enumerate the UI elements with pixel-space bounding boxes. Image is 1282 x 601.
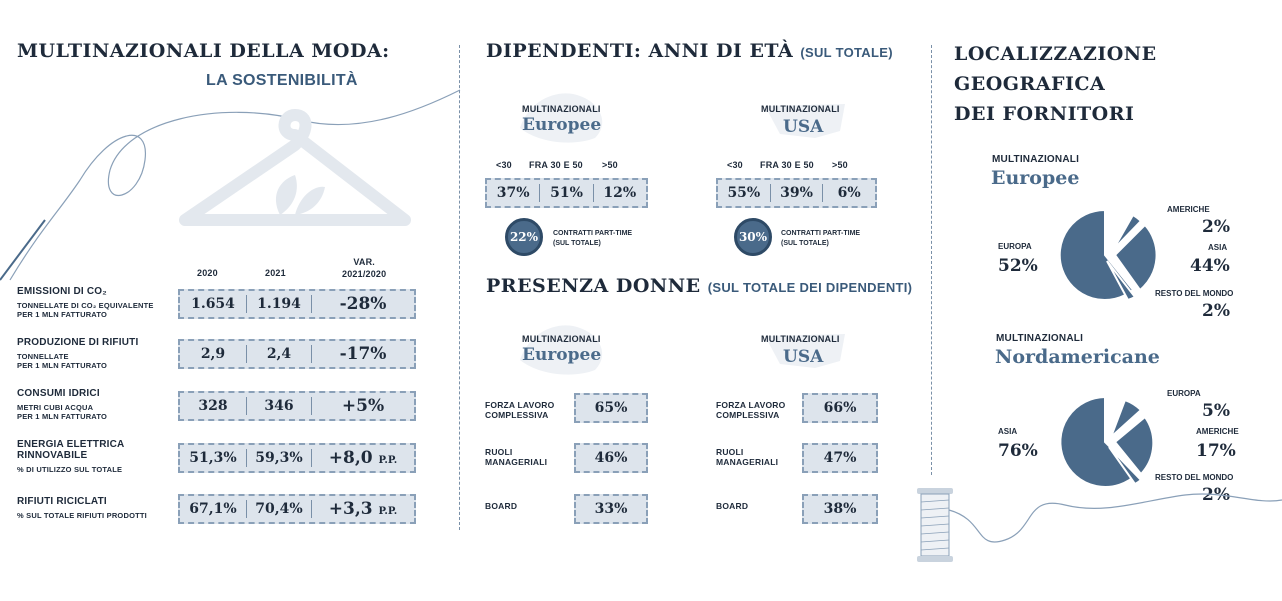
eu-age-value: 37% [496,185,530,201]
women-title [486,275,912,297]
row-waste-values [178,339,416,369]
section1-title: MULTINAZIONALI DELLA MODA: [17,40,390,62]
section2-title-sub: (SUL TOTALE) [800,45,893,60]
row-sublabel: PER 1 MLN FATTURATO [17,412,108,421]
usa-region-label: USA [783,117,824,137]
row-sublabel: TONNELLATE [17,352,69,361]
value-2021: 2,4 [266,346,292,362]
row-sublabel: PER 1 MLN FATTURATO [17,361,108,370]
eu-suppliers-multi-label: MULTINAZIONALI [992,154,1080,165]
parttime-label-line1: CONTRATTI PART-TIME [553,230,633,237]
section3-title-line2: GEOGRAFICA [954,73,1106,95]
value-2021: 346 [264,398,294,414]
value-2021: 59,3% [255,450,303,466]
eu-age-gt50: >50 [602,160,618,170]
eu-women-managerial-value [574,443,648,473]
row-sublabel: METRI CUBI ACQUA [17,403,94,412]
value-2020: 328 [198,398,228,414]
usa-multi-label: MULTINAZIONALI [761,104,840,114]
usa-age-value: 39% [780,185,813,201]
value: 38% [823,501,857,517]
usa-women-board-value [802,494,878,524]
eu-pie-europa-label: EUROPA [998,242,1032,251]
row-label: ENERGIA ELETTRICA [17,439,125,450]
section2-title [486,40,893,62]
eu-suppliers-pie [1055,205,1170,305]
section3-title-line1: LOCALIZZAZIONE [954,43,1157,65]
na-pie-resto-label: RESTO DEL MONDO [1155,473,1234,482]
usa-parttime-label [781,229,860,249]
eu-women-board-value [574,494,648,524]
value-var [312,499,414,519]
na-pie-europa-value: 5% [1202,401,1230,421]
row-label: PRODUZIONE DI RIFIUTI [17,337,139,348]
eu-pie-resto-value: 2% [1202,301,1230,321]
eu-parttime-label [553,229,632,249]
na-suppliers-pie [1055,392,1170,492]
hanger-icon [170,105,420,245]
section2-title-text: DIPENDENTI: ANNI DI ETÀ [486,40,794,62]
col-header-var-line2: 2021/2020 [342,269,387,279]
row-emissions-label [17,286,154,319]
workforce-line1: FORZA LAVORO [716,400,786,410]
row-sublabel: TONNELLATE DI CO₂ EQUIVALENTE [17,301,154,310]
eu-region-label: Europee [522,115,602,135]
col-header-2021: 2021 [265,268,286,278]
na-pie-europa-label: EUROPA [1167,389,1201,398]
section3-title-line3: DEI FORNITORI [954,103,1135,125]
value-2020: 2,9 [200,346,226,362]
eu-pie-resto-label: RESTO DEL MONDO [1155,289,1234,298]
value: 46% [594,450,628,466]
na-pie-asia-label: ASIA [998,427,1018,436]
usa-parttime-badge: 30% [734,218,772,256]
row-recycled-values [178,494,416,524]
eu-age-30-50: FRA 30 E 50 [529,160,583,170]
thread-spool-icon [905,480,1282,570]
row-sublabel: PER 1 MLN FATTURATO [17,310,108,319]
eu-board-label: BOARD [485,501,518,511]
eu-pie-europa-value: 52% [998,256,1038,276]
var-number: +3,3 [328,499,373,519]
usa-age-value: 55% [727,185,761,201]
na-suppliers-region: Nordamericane [995,346,1160,368]
managerial-line2: MANAGERIALI [716,457,779,467]
col-header-var [342,256,386,280]
row-energy-values [178,443,416,473]
value: 65% [594,400,628,416]
value: 66% [823,400,857,416]
eu-parttime-badge: 22% [505,218,543,256]
value-2020: 51,3% [189,450,237,466]
usa-age-gt50: >50 [832,160,848,170]
divider-left [459,45,460,530]
row-waste-label [17,337,138,370]
var-number: +8,0 [328,448,373,468]
eu-pie-asia-label: ASIA [1208,243,1228,252]
value-var: -28% [339,294,387,314]
managerial-line1: RUOLI [485,447,513,457]
row-sublabel: % SUL TOTALE RIFIUTI PRODOTTI [17,511,147,520]
managerial-line1: RUOLI [716,447,744,457]
eu-managerial-label [485,447,547,467]
row-label: EMISSIONI DI CO₂ [17,286,107,297]
value: 47% [823,450,857,466]
row-water-values [178,391,416,421]
col-header-var-line1: VAR. [353,257,375,267]
usa-board-label: BOARD [716,501,749,511]
parttime-label-line1: CONTRATTI PART-TIME [781,230,861,237]
var-unit: P.P. [378,455,398,466]
parttime-label-line2: (SUL TOTALE) [781,240,829,247]
value-var: +5% [341,396,385,416]
section1-subtitle: LA SOSTENIBILITÀ [206,72,358,89]
usa-age-30-50: FRA 30 E 50 [760,160,814,170]
eu-age-value: 51% [550,185,583,201]
usa-age-value: 6% [837,185,861,201]
eu-pie-asia-value: 44% [1190,256,1230,276]
usa-women-workforce-value [802,393,878,423]
var-unit: P.P. [378,506,398,517]
eu-pie-americhe-value: 2% [1202,217,1230,237]
col-header-2020: 2020 [197,268,218,278]
eu-women-multi-label: MULTINAZIONALI [522,334,601,344]
eu-age-value: 12% [603,185,637,201]
row-water-label [17,388,107,421]
usa-workforce-label [716,400,785,420]
workforce-line2: COMPLESSIVA [716,410,780,420]
usa-age-lt30: <30 [727,160,743,170]
row-sublabel: % DI UTILIZZO SUL TOTALE [17,465,123,474]
usa-women-region-label: USA [783,347,824,367]
value-2020: 67,1% [189,501,237,517]
na-pie-resto-value: 2% [1202,485,1230,505]
value-2021: 70,4% [255,501,303,517]
row-label: RIFIUTI RICICLATI [17,496,107,507]
eu-workforce-label [485,400,554,420]
eu-suppliers-region: Europee [991,167,1080,189]
usa-women-multi-label: MULTINAZIONALI [761,334,840,344]
na-pie-americhe-label: AMERICHE [1196,427,1239,436]
women-title-sub: (SUL TOTALE DEI DIPENDENTI) [707,280,913,295]
na-pie-americhe-value: 17% [1196,441,1236,461]
row-label: RINNOVABILE [17,450,88,461]
women-title-text: PRESENZA DONNE [486,275,701,297]
workforce-line2: COMPLESSIVA [485,410,549,420]
value-var [312,448,414,468]
section3-title [954,39,1157,129]
value-2020: 1.654 [191,296,235,312]
eu-multi-label: MULTINAZIONALI [522,104,601,114]
row-emissions-values [178,289,416,319]
row-recycled-label [17,496,147,520]
eu-age-lt30: <30 [496,160,512,170]
value: 33% [594,501,628,517]
na-pie-asia-value: 76% [998,441,1038,461]
usa-women-managerial-value [802,443,878,473]
row-label: CONSUMI IDRICI [17,388,100,399]
usa-ages-values [716,178,877,208]
eu-women-region-label: Europee [522,345,602,365]
value-var: -17% [339,344,387,364]
eu-ages-values [485,178,648,208]
eu-women-workforce-value [574,393,648,423]
parttime-label-line2: (SUL TOTALE) [553,240,601,247]
usa-managerial-label [716,447,778,467]
workforce-line1: FORZA LAVORO [485,400,555,410]
na-suppliers-multi-label: MULTINAZIONALI [996,333,1084,344]
managerial-line2: MANAGERIALI [485,457,548,467]
eu-pie-americhe-label: AMERICHE [1167,205,1210,214]
divider-right [931,45,932,475]
value-2021: 1.194 [257,296,301,312]
row-energy-label [17,439,124,474]
